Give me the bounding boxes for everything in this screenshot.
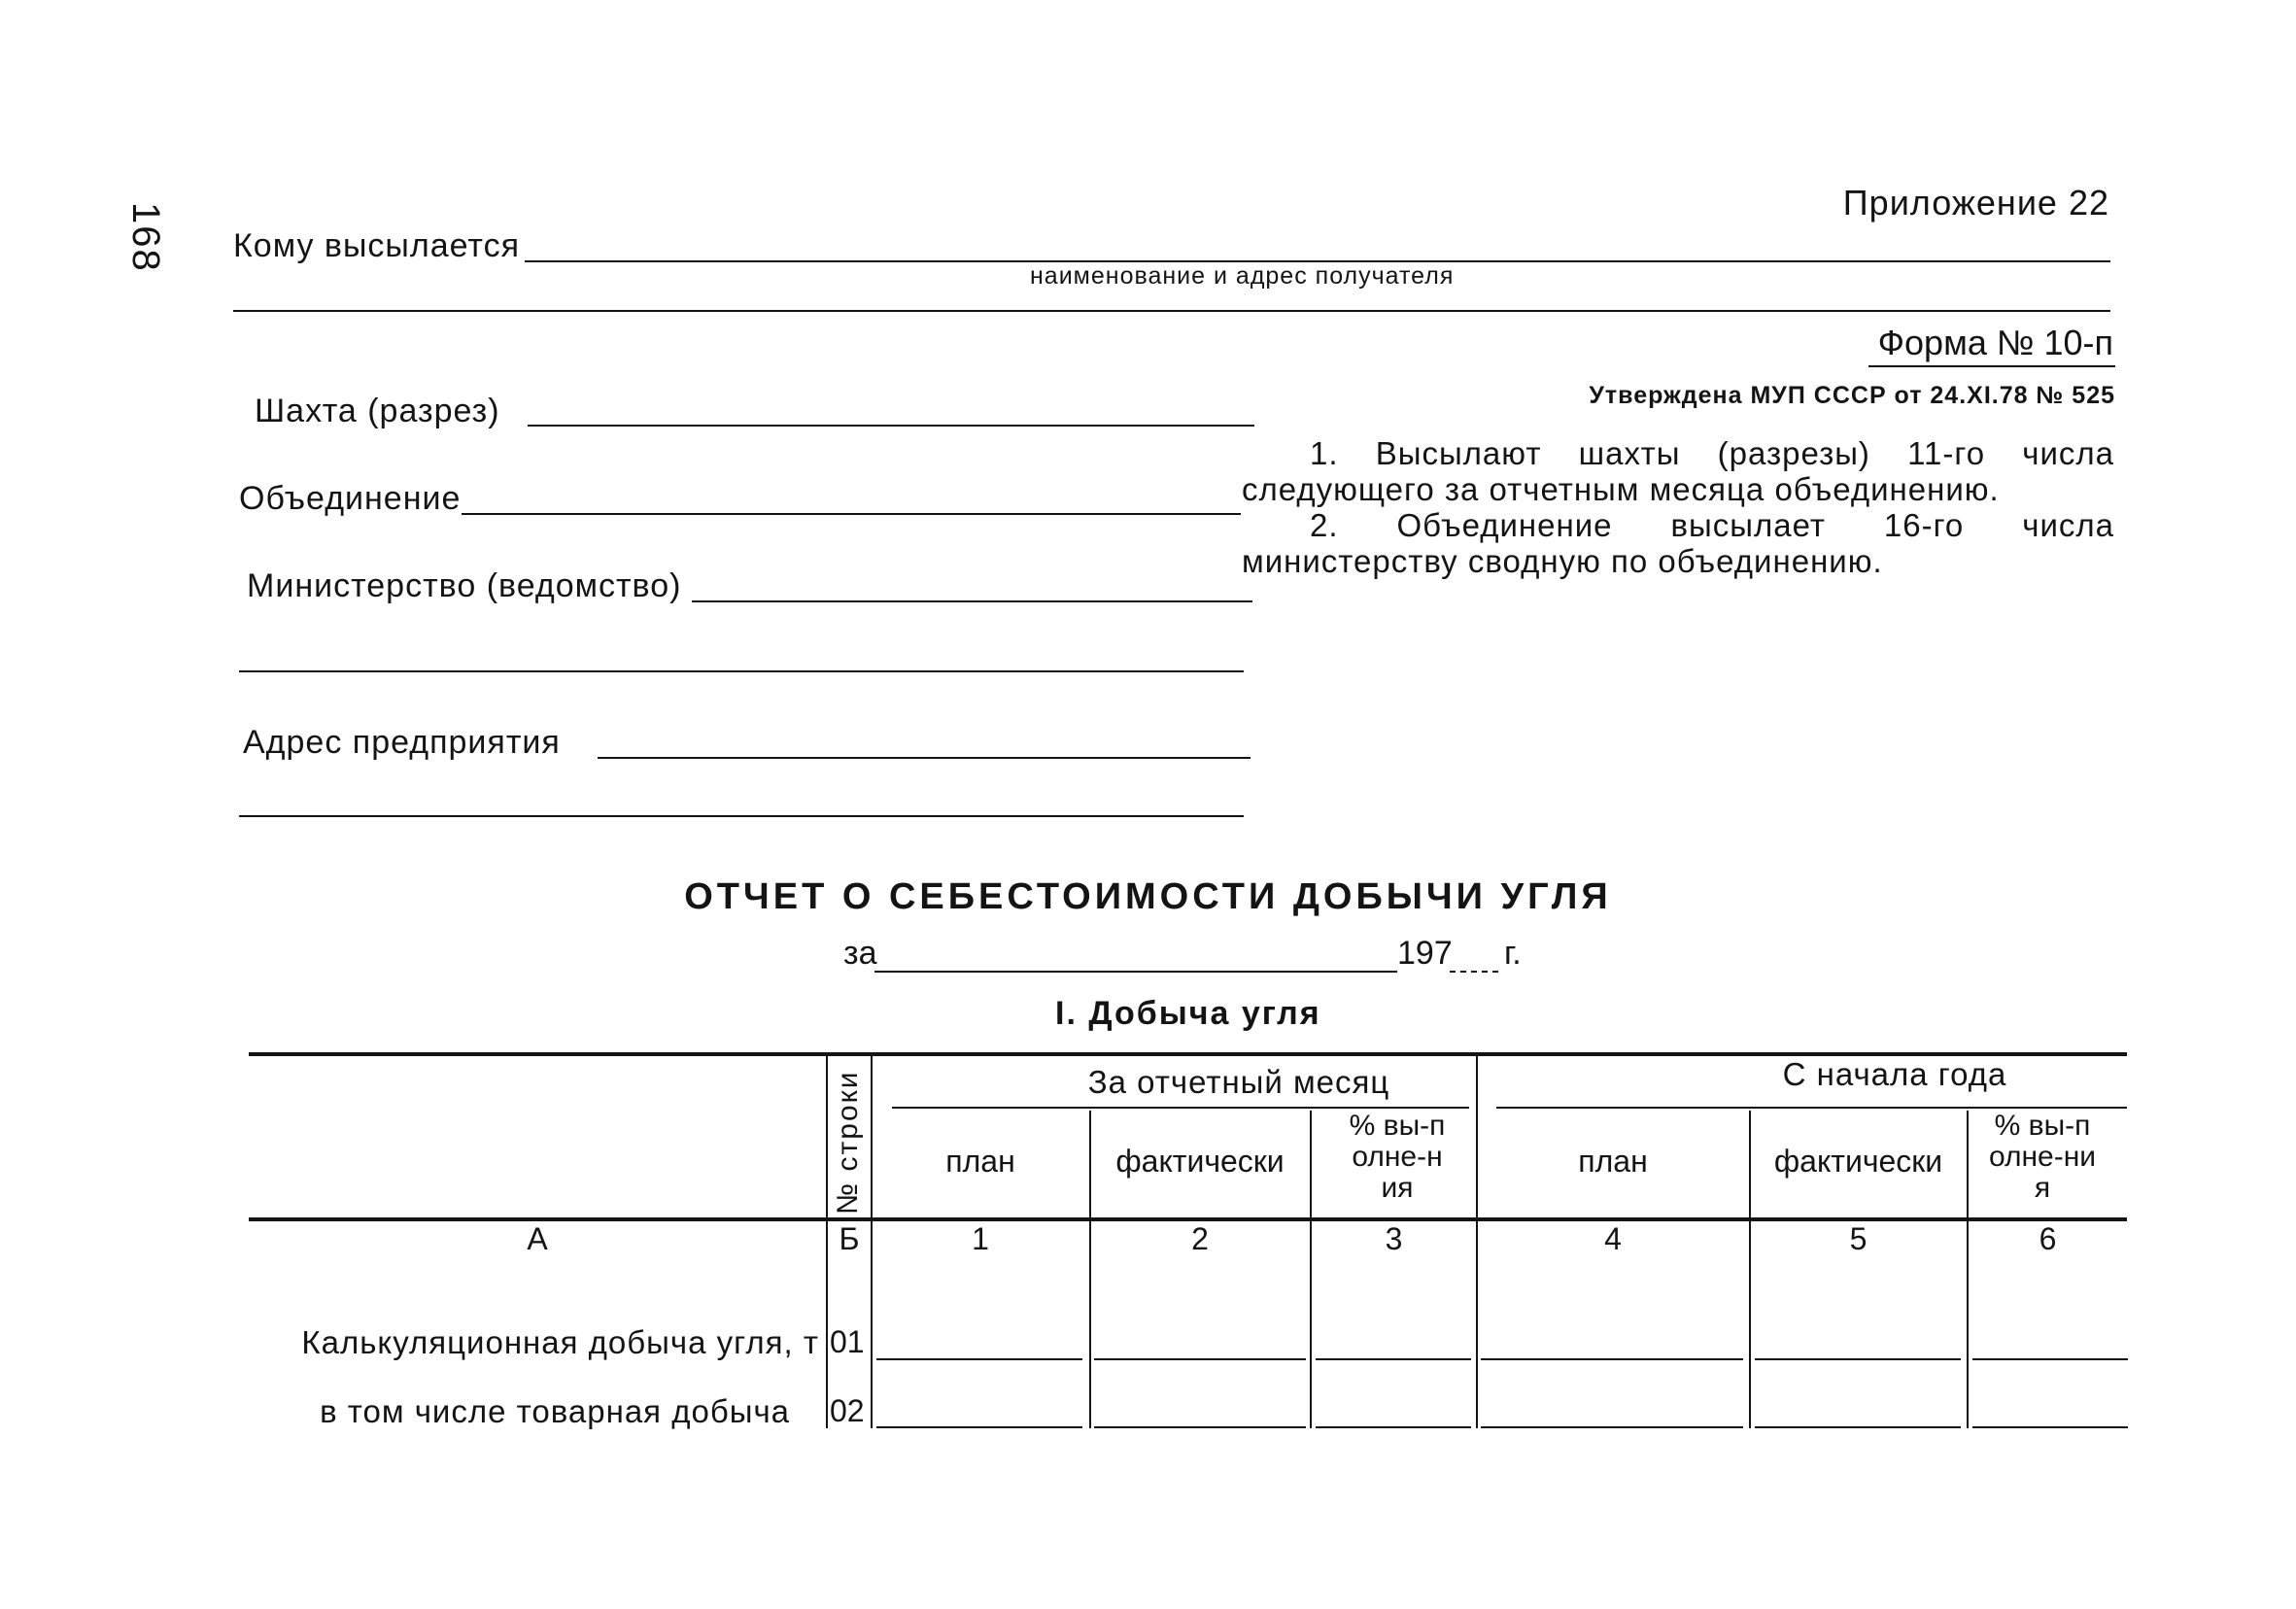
- instruction-2: 2. Объединение высылает 16-го числа министерству сводную по объединению.: [1242, 507, 2114, 579]
- index-6: 6: [2039, 1221, 2057, 1256]
- group-month-header: За отчетный месяц: [1087, 1064, 1390, 1100]
- col-year-fact: фактически: [1773, 1144, 1943, 1179]
- mine-field[interactable]: [528, 425, 1254, 427]
- period-field[interactable]: [874, 971, 1397, 973]
- row-02-cell-5[interactable]: [1755, 1426, 1961, 1428]
- year-suffix: г.: [1504, 935, 1522, 972]
- association-label: Объединение: [239, 480, 462, 517]
- month-fact-pct-line: [1310, 1111, 1312, 1428]
- recipient-caption: наименование и адрес получателя: [1030, 262, 1455, 290]
- row-01-cell-2[interactable]: [1094, 1358, 1306, 1360]
- address-field-2[interactable]: [239, 815, 1244, 817]
- period-prefix: за: [843, 935, 877, 972]
- col-month-plan: план: [945, 1144, 1015, 1179]
- row-02-cell-3[interactable]: [1316, 1426, 1471, 1428]
- year-field[interactable]: [1450, 971, 1498, 973]
- form-number: Форма № 10-п: [1868, 323, 2115, 367]
- group-year-header: С начала года: [1782, 1056, 2007, 1092]
- row-02-cell-6[interactable]: [1972, 1426, 2128, 1428]
- mine-label: Шахта (разрез): [255, 393, 500, 429]
- ministry-label: Министерство (ведомство): [247, 567, 682, 604]
- row-01-cell-5[interactable]: [1755, 1358, 1961, 1360]
- appendix-label: Приложение 22: [1842, 183, 2109, 223]
- address-label: Адрес предприятия: [243, 724, 561, 761]
- page-number: 168: [124, 202, 167, 273]
- address-field[interactable]: [598, 757, 1251, 759]
- row-01-cell-4[interactable]: [1481, 1358, 1743, 1360]
- index-3: 3: [1385, 1221, 1403, 1256]
- year-fact-pct-line: [1967, 1111, 1969, 1428]
- report-title: ОТЧЕТ О СЕБЕСТОИМОСТИ ДОБЫЧИ УГЛЯ: [684, 876, 1612, 917]
- row-02-cell-4[interactable]: [1481, 1426, 1743, 1428]
- col-month-pct: % вы-полне-ния: [1349, 1110, 1446, 1204]
- instruction-1: 1. Высылают шахты (разрезы) 11-го числа следующего за отчетным месяца объединению.: [1242, 435, 2114, 507]
- row-01-code: 01: [830, 1324, 865, 1359]
- index-2: 2: [1191, 1221, 1209, 1256]
- row-number-header: № строки: [832, 1070, 864, 1215]
- col-year-plan: план: [1578, 1144, 1648, 1179]
- row-02-label: в том числе товарная добыча: [320, 1393, 790, 1429]
- col-month-fact: фактически: [1115, 1144, 1285, 1179]
- col-year-pct: % вы-полне-ния: [1988, 1110, 2097, 1204]
- row-01-cell-3[interactable]: [1316, 1358, 1471, 1360]
- recipient-label: Кому высылается: [233, 227, 520, 264]
- approval-note: Утверждена МУП СССР от 24.XI.78 № 525: [1589, 382, 2115, 409]
- index-4: 4: [1604, 1221, 1622, 1256]
- row-01-label: Калькуляционная добыча угля, т: [301, 1324, 819, 1360]
- recipient-line-2[interactable]: [233, 310, 2110, 312]
- row-02-cell-2[interactable]: [1094, 1426, 1306, 1428]
- row-01-cell-6[interactable]: [1972, 1358, 2128, 1360]
- index-b: Б: [839, 1221, 860, 1256]
- section-title: I. Добыча угля: [1055, 995, 1321, 1032]
- year-group-rule: [1496, 1107, 2127, 1109]
- row-01-cell-1[interactable]: [876, 1358, 1082, 1360]
- index-5: 5: [1849, 1221, 1868, 1256]
- row-02-code: 02: [830, 1393, 865, 1428]
- ministry-field-2[interactable]: [239, 670, 1244, 672]
- index-1: 1: [972, 1221, 989, 1256]
- year-prefix: 197: [1397, 935, 1453, 972]
- ministry-field[interactable]: [692, 600, 1252, 602]
- instructions: [1242, 435, 2114, 579]
- association-field[interactable]: [462, 513, 1241, 515]
- index-a: А: [527, 1221, 548, 1256]
- row-02-cell-1[interactable]: [876, 1426, 1082, 1428]
- month-group-rule: [892, 1107, 1469, 1109]
